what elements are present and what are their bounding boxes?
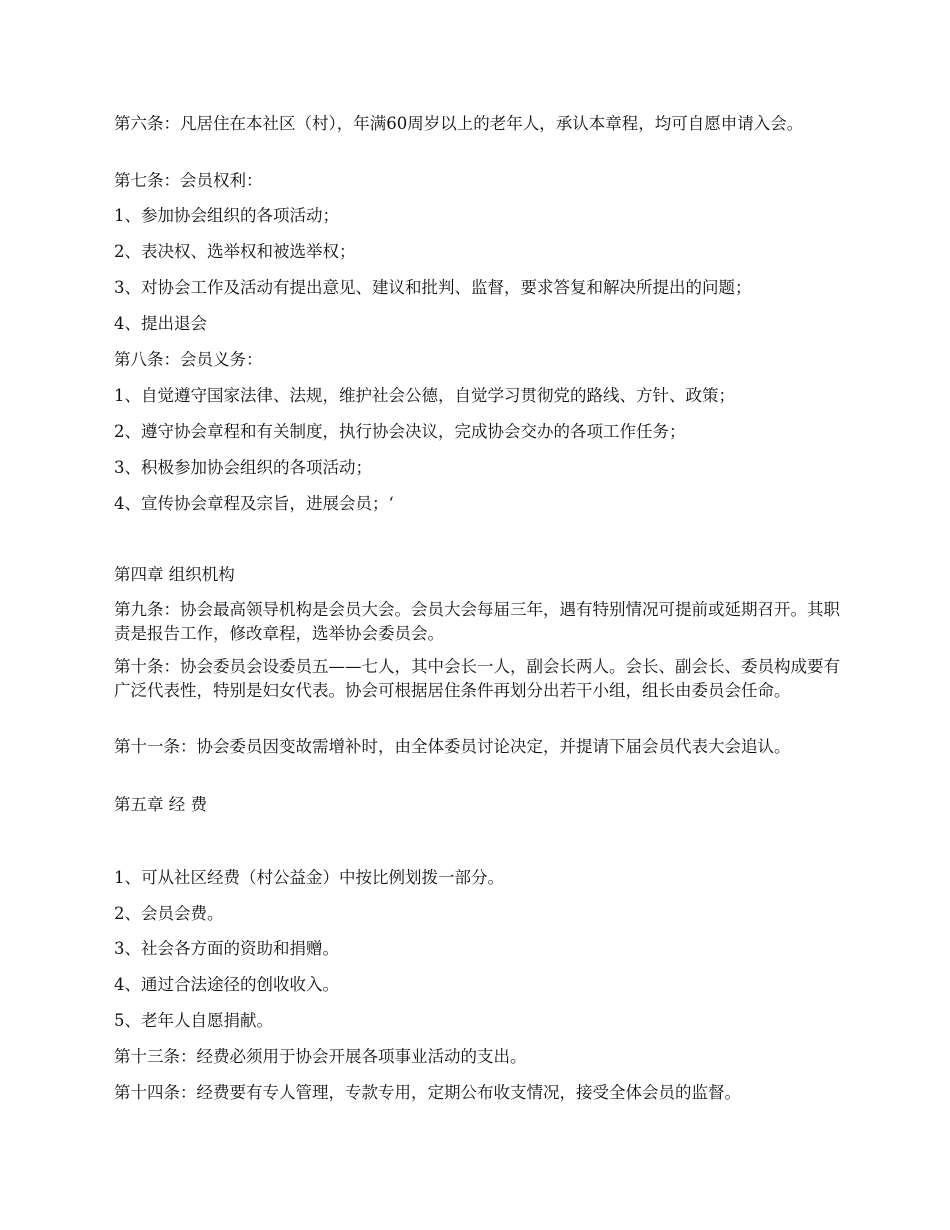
member-right-4: 4、提出退会 — [114, 314, 207, 333]
member-right-3: 3、对协会工作及活动有提出意见、建议和批判、监督，要求答复和解决所提出的问题； — [114, 278, 752, 297]
article-6: 第六条：凡居住在本社区（村），年满60周岁以上的老年人，承认本章程，均可自愿申请入会。 — [114, 114, 804, 133]
funding-3: 3、社会各方面的资助和捐赠。 — [114, 939, 339, 958]
member-duty-2: 2、遵守协会章程和有关制度，执行协会决议，完成协会交办的各项工作任务； — [114, 422, 686, 441]
chapter-4-heading: 第四章 组织机构 — [114, 565, 235, 584]
article-9: 第九条：协会最高领导机构是会员大会。会员大会每届三年，遇有特别情况可提前或延期召开。其职责是报告工作，修改章程，选举协会委员会。 — [114, 600, 840, 643]
member-right-1: 1、参加协会组织的各项活动； — [114, 206, 339, 225]
article-8-heading: 第八条：会员义务： — [114, 350, 263, 369]
member-duty-4: 4、宣传协会章程及宗旨，进展会员；‘ — [114, 494, 394, 513]
article-7-heading: 第七条：会员权利： — [114, 171, 263, 190]
funding-2: 2、会员会费。 — [114, 904, 224, 923]
funding-4: 4、通过合法途径的创收收入。 — [114, 975, 339, 994]
member-right-2: 2、表决权、选举权和被选举权； — [114, 242, 356, 261]
funding-1: 1、可从社区经费（村公益金）中按比例划拨一部分。 — [114, 868, 504, 887]
article-14: 第十四条：经费要有专人管理，专款专用，定期公布收支情况，接受全体会员的监督。 — [114, 1083, 741, 1102]
member-duty-3: 3、积极参加协会组织的各项活动； — [114, 458, 372, 477]
article-11: 第十一条：协会委员因变故需增补时，由全体委员讨论决定，并提请下届会员代表大会追认。 — [114, 737, 791, 756]
article-10: 第十条：协会委员会设委员五——七人，其中会长一人，副会长两人。会长、副会长、委员构成要有广泛代表性，特别是妇女代表。协会可根据居住条件再划分出若干小组，组长由委员会任命。 — [114, 657, 840, 700]
member-duty-1: 1、自觉遵守国家法律、法规，维护社会公德，自觉学习贯彻党的路线、方针、政策； — [114, 386, 735, 405]
article-13: 第十三条：经费必须用于协会开展各项事业活动的支出。 — [114, 1047, 527, 1066]
funding-5: 5、老年人自愿捐献。 — [114, 1011, 273, 1030]
chapter-5-heading: 第五章 经 费 — [114, 795, 207, 814]
